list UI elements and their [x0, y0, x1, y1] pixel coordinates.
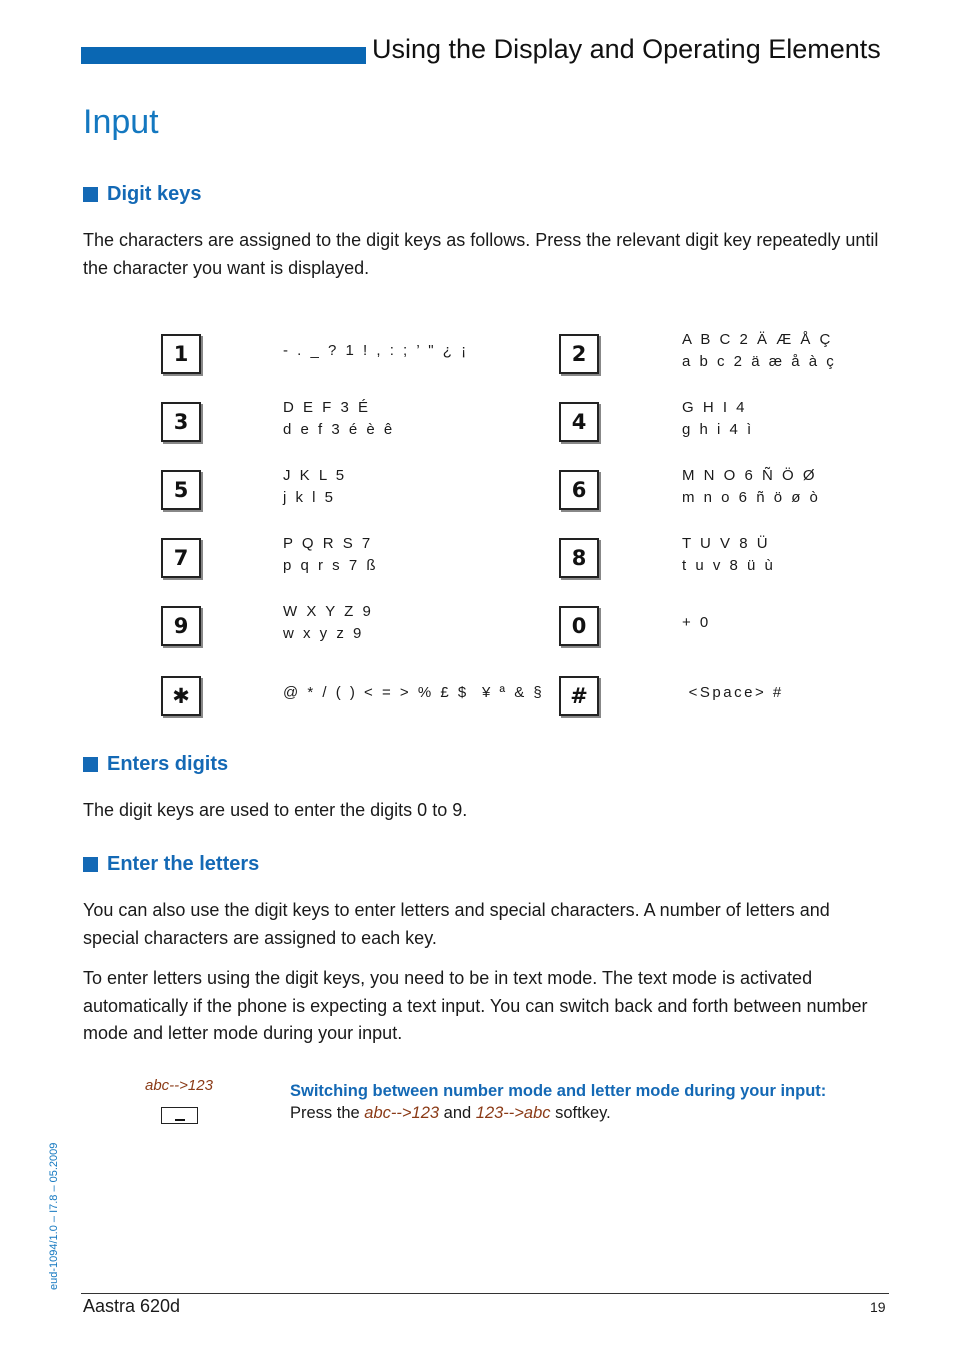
header-bar [81, 47, 366, 64]
square-bullet-icon [83, 857, 98, 872]
square-bullet-icon [83, 757, 98, 772]
key-characters: J K L 5 j k l 5 [283, 467, 347, 506]
square-bullet-icon [83, 187, 98, 202]
digit-keys-paragraph: The characters are assigned to the digit keys as follows. Press the relevant digit key repeatedly until the character you want is displayed. [83, 230, 879, 278]
digit-key-icon-0: 0 [559, 606, 599, 646]
softkey-label: abc-->123 [145, 1077, 213, 1094]
section-heading-enters-digits [83, 753, 228, 776]
section-heading-digit-keys [83, 183, 201, 206]
digit-key-icon-8: 8 [559, 538, 599, 578]
section-heading-label: Enters digits [107, 753, 229, 775]
softkey-name-abc-123: abc-->123 [364, 1104, 440, 1122]
digit-key-icon-6: 6 [559, 470, 599, 510]
note-text-suffix: softkey. [550, 1104, 611, 1122]
section-heading-enter-letters [83, 853, 259, 876]
section-heading-label: Digit keys [107, 183, 202, 205]
softkey-button-icon [161, 1107, 198, 1124]
digit-key-icon-star: ✱ [161, 676, 201, 716]
page-title: Input [83, 103, 159, 141]
enter-letters-paragraph-1: You can also use the digit keys to enter letters and special characters. A number of letters and special characters are assigned to each key. [83, 900, 830, 948]
digit-key-icon-1: 1 [161, 334, 201, 374]
key-characters: A B C 2 Ä Æ Å Ç a b c 2 ä æ å à ç [682, 331, 837, 370]
footer-page-number: 19 [870, 1299, 886, 1315]
footer-divider [81, 1293, 889, 1294]
note-text [290, 1104, 611, 1123]
key-characters: M N O 6 Ñ Ö Ø m n o 6 ñ ö ø ò [682, 467, 821, 506]
section-heading-label: Enter the letters [107, 853, 260, 875]
digit-key-icon-7: 7 [161, 538, 201, 578]
digit-key-icon-9: 9 [161, 606, 201, 646]
note-text-and: and [439, 1104, 476, 1122]
key-characters: G H I 4 g h i 4 ì [682, 399, 754, 438]
digit-key-icon-5: 5 [161, 470, 201, 510]
document-id-side-text: eud-1094/1.0 – I7.8 – 05.2009 [48, 1142, 60, 1290]
footer-product-name: Aastra 620d [83, 1296, 181, 1316]
softkey-name-123-abc: 123-->abc [475, 1104, 551, 1122]
digit-key-icon-3: 3 [161, 402, 201, 442]
key-characters: @ * / ( ) < = > % £ $ ¥ ª & § [283, 684, 545, 701]
key-characters: - . _ ? 1 ! , : ; ’ " ¿ ¡ [283, 342, 469, 359]
digit-key-icon-4: 4 [559, 402, 599, 442]
key-characters: <Space> # [682, 684, 784, 701]
key-characters: P Q R S 7 p q r s 7 ß [283, 535, 379, 574]
key-characters: T U V 8 Ü t u v 8 ü ù [682, 535, 776, 574]
key-characters: + 0 [682, 614, 711, 631]
enter-letters-paragraph-2: To enter letters using the digit keys, you need to be in text mode. The text mode is activated automatically if the phone is expecting a text input. You can switch back and forth between number mode and letter mode during your input. [83, 968, 868, 1043]
chapter-title: Using the Display and Operating Elements [372, 34, 881, 64]
note-text-prefix: Press the [290, 1104, 365, 1122]
note-title: Switching between number mode and letter mode during your input: [290, 1082, 827, 1100]
key-characters: W X Y Z 9 w x y z 9 [283, 603, 374, 642]
key-characters: D E F 3 É d e f 3 é è ê [283, 399, 395, 438]
digit-key-icon-hash: # [559, 676, 599, 716]
enters-digits-paragraph: The digit keys are used to enter the digits 0 to 9. [83, 800, 468, 820]
digit-key-icon-2: 2 [559, 334, 599, 374]
